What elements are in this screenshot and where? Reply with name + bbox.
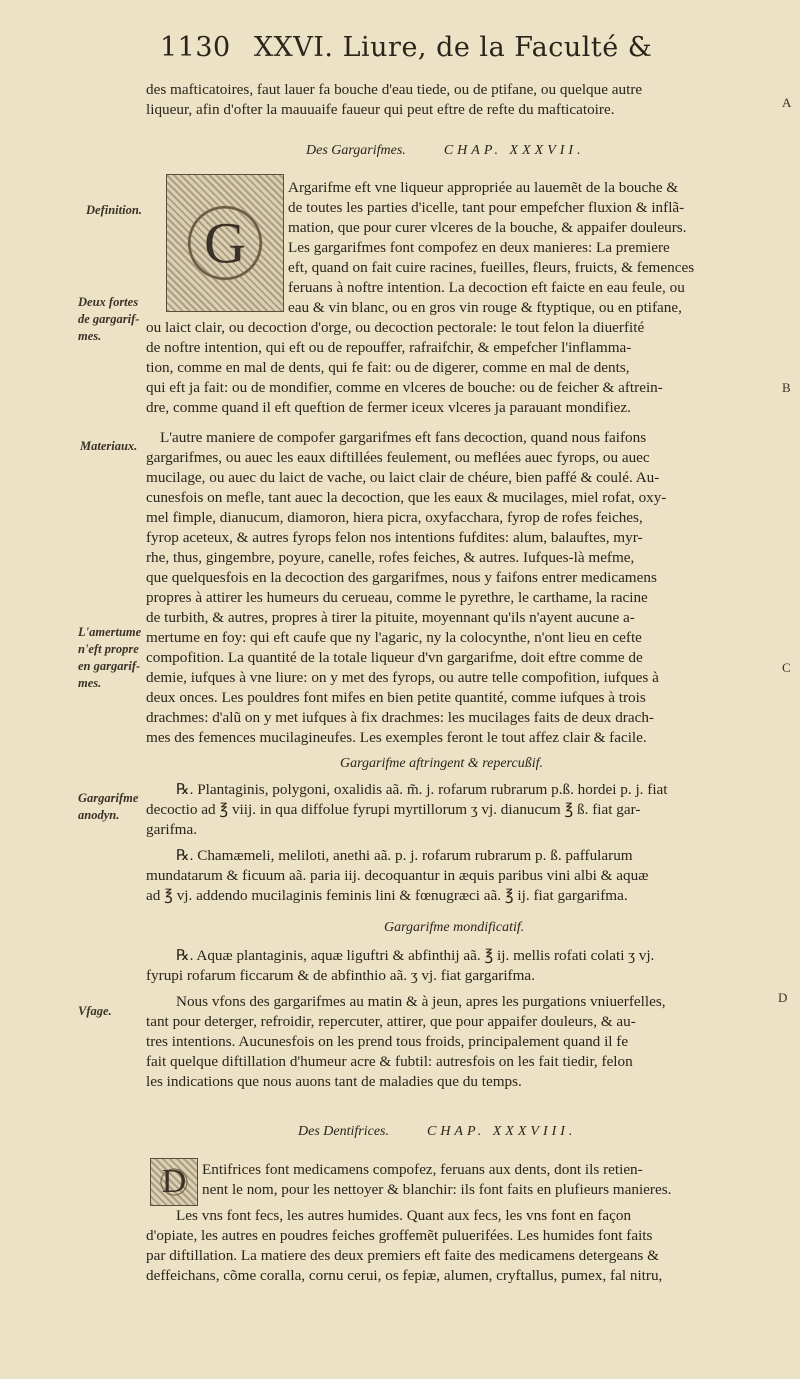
text-line: L'autre maniere de compofer gargarifmes eft fans decoction, quand nous faifons (160, 429, 647, 446)
section-letter: A (782, 95, 792, 110)
text-line: mucilage, ou auec du laict de vache, ou laict clair de chéure, bien paffé & coulé. Au- (146, 469, 660, 486)
text-line: nent le nom, pour les nettoyer & blanchir: ils font faits en plufieurs manieres. (202, 1181, 672, 1198)
decorated-initial (166, 174, 284, 312)
recipe-line: ℞. Aquæ plantaginis, aquæ liguftri & abfinthij aã. ℥ ij. mellis rofati colati ʒ vj. (176, 947, 655, 964)
chapter-title: Des Gargarifmes. (306, 143, 406, 158)
initial-letter: G (204, 210, 246, 276)
text-line: dre, comme quand il eft queftion de fermer iceux vlceres ja parauant mondifiez. (146, 399, 631, 416)
text-line: gargarifmes, ou auec les eaux diftillées feulement, ou meflées auec fyrops, ou auec (146, 449, 650, 466)
chapter-title: Des Dentifrices. (298, 1124, 389, 1139)
initial-letter: D (161, 1163, 187, 1200)
text-line: Les gargarifmes font compofez en deux manieres: La premiere (288, 239, 670, 256)
text-line: propres à attirer les humeurs du cerueau, comme le pyrethre, le carthame, la racine (146, 589, 648, 606)
text-line: mation, que pour curer vlceres de la bouche, & appaifer douleurs. (288, 219, 687, 236)
recipe-line: garifma. (146, 821, 198, 838)
text-line: feruans à noftre intention. La decoction eft faicte en eau feule, ou (288, 279, 685, 296)
page-number: 1130 (160, 32, 231, 63)
text-line: fait quelque diftillation d'humeur acre & fubtil: autresfois on les fait tiedir, felon (146, 1053, 633, 1070)
recipe-line: ℞. Plantaginis, polygoni, oxalidis aã. m̃. j. rofarum rubrarum p.ß. hordei p. j. fiat (176, 781, 668, 798)
text-line: demie, iufques à vne liure: on y met des fyrops, ou autre telle compofition, iufques à (146, 669, 659, 686)
recipe-heading: Gargarifme mondificatif. (384, 920, 525, 935)
text-line: Argarifme eft vne liqueur appropriée au lauemẽt de la bouche & (288, 179, 679, 196)
chapter-heading (298, 1124, 576, 1140)
text-line: ou laict clair, ou decoction d'orge, ou decoction pectorale: le tout felon la diuerfité (146, 319, 645, 336)
recipe-line: mundatarum & ficuum aã. paria iij. decoquantur in æquis paribus vini albi & aquæ (146, 867, 649, 884)
text-line: qui eft ja fait: ou de mondifier, comme en vlceres de bouche: ou de feicher & aftrein- (146, 379, 663, 396)
text-line: les indications que nous auons tant de maladies que du temps. (146, 1073, 522, 1090)
margin-note-definition: Definition. (86, 203, 142, 217)
text-line: cunesfois on mefle, tant auec la decoction, que les eaux & mucilages, miel rofat, oxy- (146, 489, 667, 506)
text-line: mertume en foy: qui eft caufe que ny l'agaric, ny la colocynthe, n'ont lieu en cefte (146, 629, 642, 646)
text-line: fyrop aceteux, & autres fyrops felon nos intentions fufdites: alum, balauftes, myr- (146, 529, 643, 546)
text-line: deffeichans, cõme coralla, cornu cerui, os fepiæ, alumen, cryftallus, pumex, fal nitru, (146, 1267, 663, 1284)
text-line: Nous vfons des gargarifmes au matin & à jeun, apres les purgations vniuerfelles, (176, 993, 666, 1010)
section-letter: B (782, 380, 791, 395)
text-line: Les vns font fecs, les autres humides. Quant aux fecs, les vns font en façon (176, 1207, 632, 1224)
text-line: des mafticatoires, faut lauer fa bouche d'eau tiede, ou de ptifane, ou quelque autre (146, 81, 643, 98)
text-line: que quelquesfois en la decoction des gargarifmes, nous y faifons entrer medicamens (146, 569, 657, 586)
text-line: drachmes: d'alũ on y met iufques à fix drachmes: les mucilages faits de deux drach- (146, 709, 654, 726)
text-line: tion, comme en mal de dents, qui fe fait: ou de digerer, comme en mal de dents, (146, 359, 630, 376)
text-line: mes des femences mucilagineufes. Les exemples feront le tout affez clair & facile. (146, 729, 647, 746)
margin-note-vsage: Vfage. (78, 1004, 112, 1018)
margin-note-anodyn: Gargarifme anodyn. (78, 791, 139, 822)
text-line: de noftre intention, qui eft ou de repouffer, rafraifchir, & empefcher l'inflamma- (146, 339, 632, 356)
page-header (160, 32, 652, 63)
text-line: compofition. La quantité de la totale liqueur d'vn gargarifme, doit eftre comme de (146, 649, 643, 666)
chapter-number: CHAP. XXXVII. (443, 143, 585, 158)
text-line: mel fimple, dianucum, diamoron, hiera picra, oxyfacchara, fyrop de rofes feiches, (146, 509, 643, 526)
chapter-number: CHAP. XXXVIII. (426, 1124, 577, 1139)
margin-note-deux-sortes: Deux fortes de gargarif- mes. (78, 295, 140, 343)
text-line: d'opiate, les autres en poudres feiches groffemẽt puluerifées. Les humides font faits (146, 1227, 653, 1244)
recipe-heading: Gargarifme aftringent & repercußif. (340, 756, 543, 771)
decorated-initial (150, 1158, 198, 1206)
section-letter: C (782, 660, 791, 675)
text-line: tant pour deterger, refroidir, repercuter, attirer, que pour appaifer douleurs, & au- (146, 1013, 636, 1030)
section-letter: D (778, 990, 788, 1005)
text-line: eau & vin blanc, ou en gros vin rouge & ftyptique, ou en ptifane, (288, 299, 682, 316)
margin-note-amertume: L'amertume n'eft propre en gargarif- mes. (78, 625, 142, 690)
text-line: deux onces. Les pouldres font mifes en bien petite quantité, comme iufques à trois (146, 689, 646, 706)
chapter-heading (306, 143, 585, 159)
running-title: XXVI. Liure, de la Faculté & (253, 32, 653, 63)
margin-note-materiaux: Materiaux. (80, 439, 138, 453)
recipe-line: fyrupi rofarum ficcarum & de abfinthio aã. ʒ vj. fiat gargarifma. (146, 967, 535, 984)
text-line: de toutes les parties d'icelle, tant pour empefcher fluxion & inflã- (288, 199, 685, 216)
text-line: de turbith, & autres, propres à tirer la pituite, moyennant qu'ils n'ayent aucune a- (146, 609, 635, 626)
text-line: rhe, thus, gingembre, poyure, canelle, rofes feiches, & autres. Iufques-là mefme, (146, 549, 635, 566)
text-line: tres intentions. Aucunesfois on les prend tous froids, principalement quand il fe (146, 1033, 629, 1050)
text-line: eft, quand on fait cuire racines, fueilles, fleurs, fruicts, & femences (288, 259, 695, 276)
text-line: Entifrices font medicamens compofez, feruans aux dents, dont ils retien- (202, 1161, 643, 1178)
recipe-line: ad ℥ vj. addendo mucilaginis feminis lini & fœnugræci aã. ℥ ij. fiat gargarifma. (146, 887, 628, 904)
text-line: liqueur, afin d'ofter la mauuaife faueur qui peut eftre de refte du mafticatoire. (146, 101, 615, 118)
text-line: par diftillation. La matiere des deux premiers eft faite des medicamens detergeans & (146, 1247, 659, 1264)
recipe-line: decoctio ad ℥ viij. in qua diffolue fyrupi myrtillorum ʒ vj. dianucum ℥ ß. fiat gar- (146, 801, 641, 818)
recipe-line: ℞. Chamæmeli, meliloti, anethi aã. p. j. rofarum rubrarum p. ß. paffularum (176, 847, 633, 864)
